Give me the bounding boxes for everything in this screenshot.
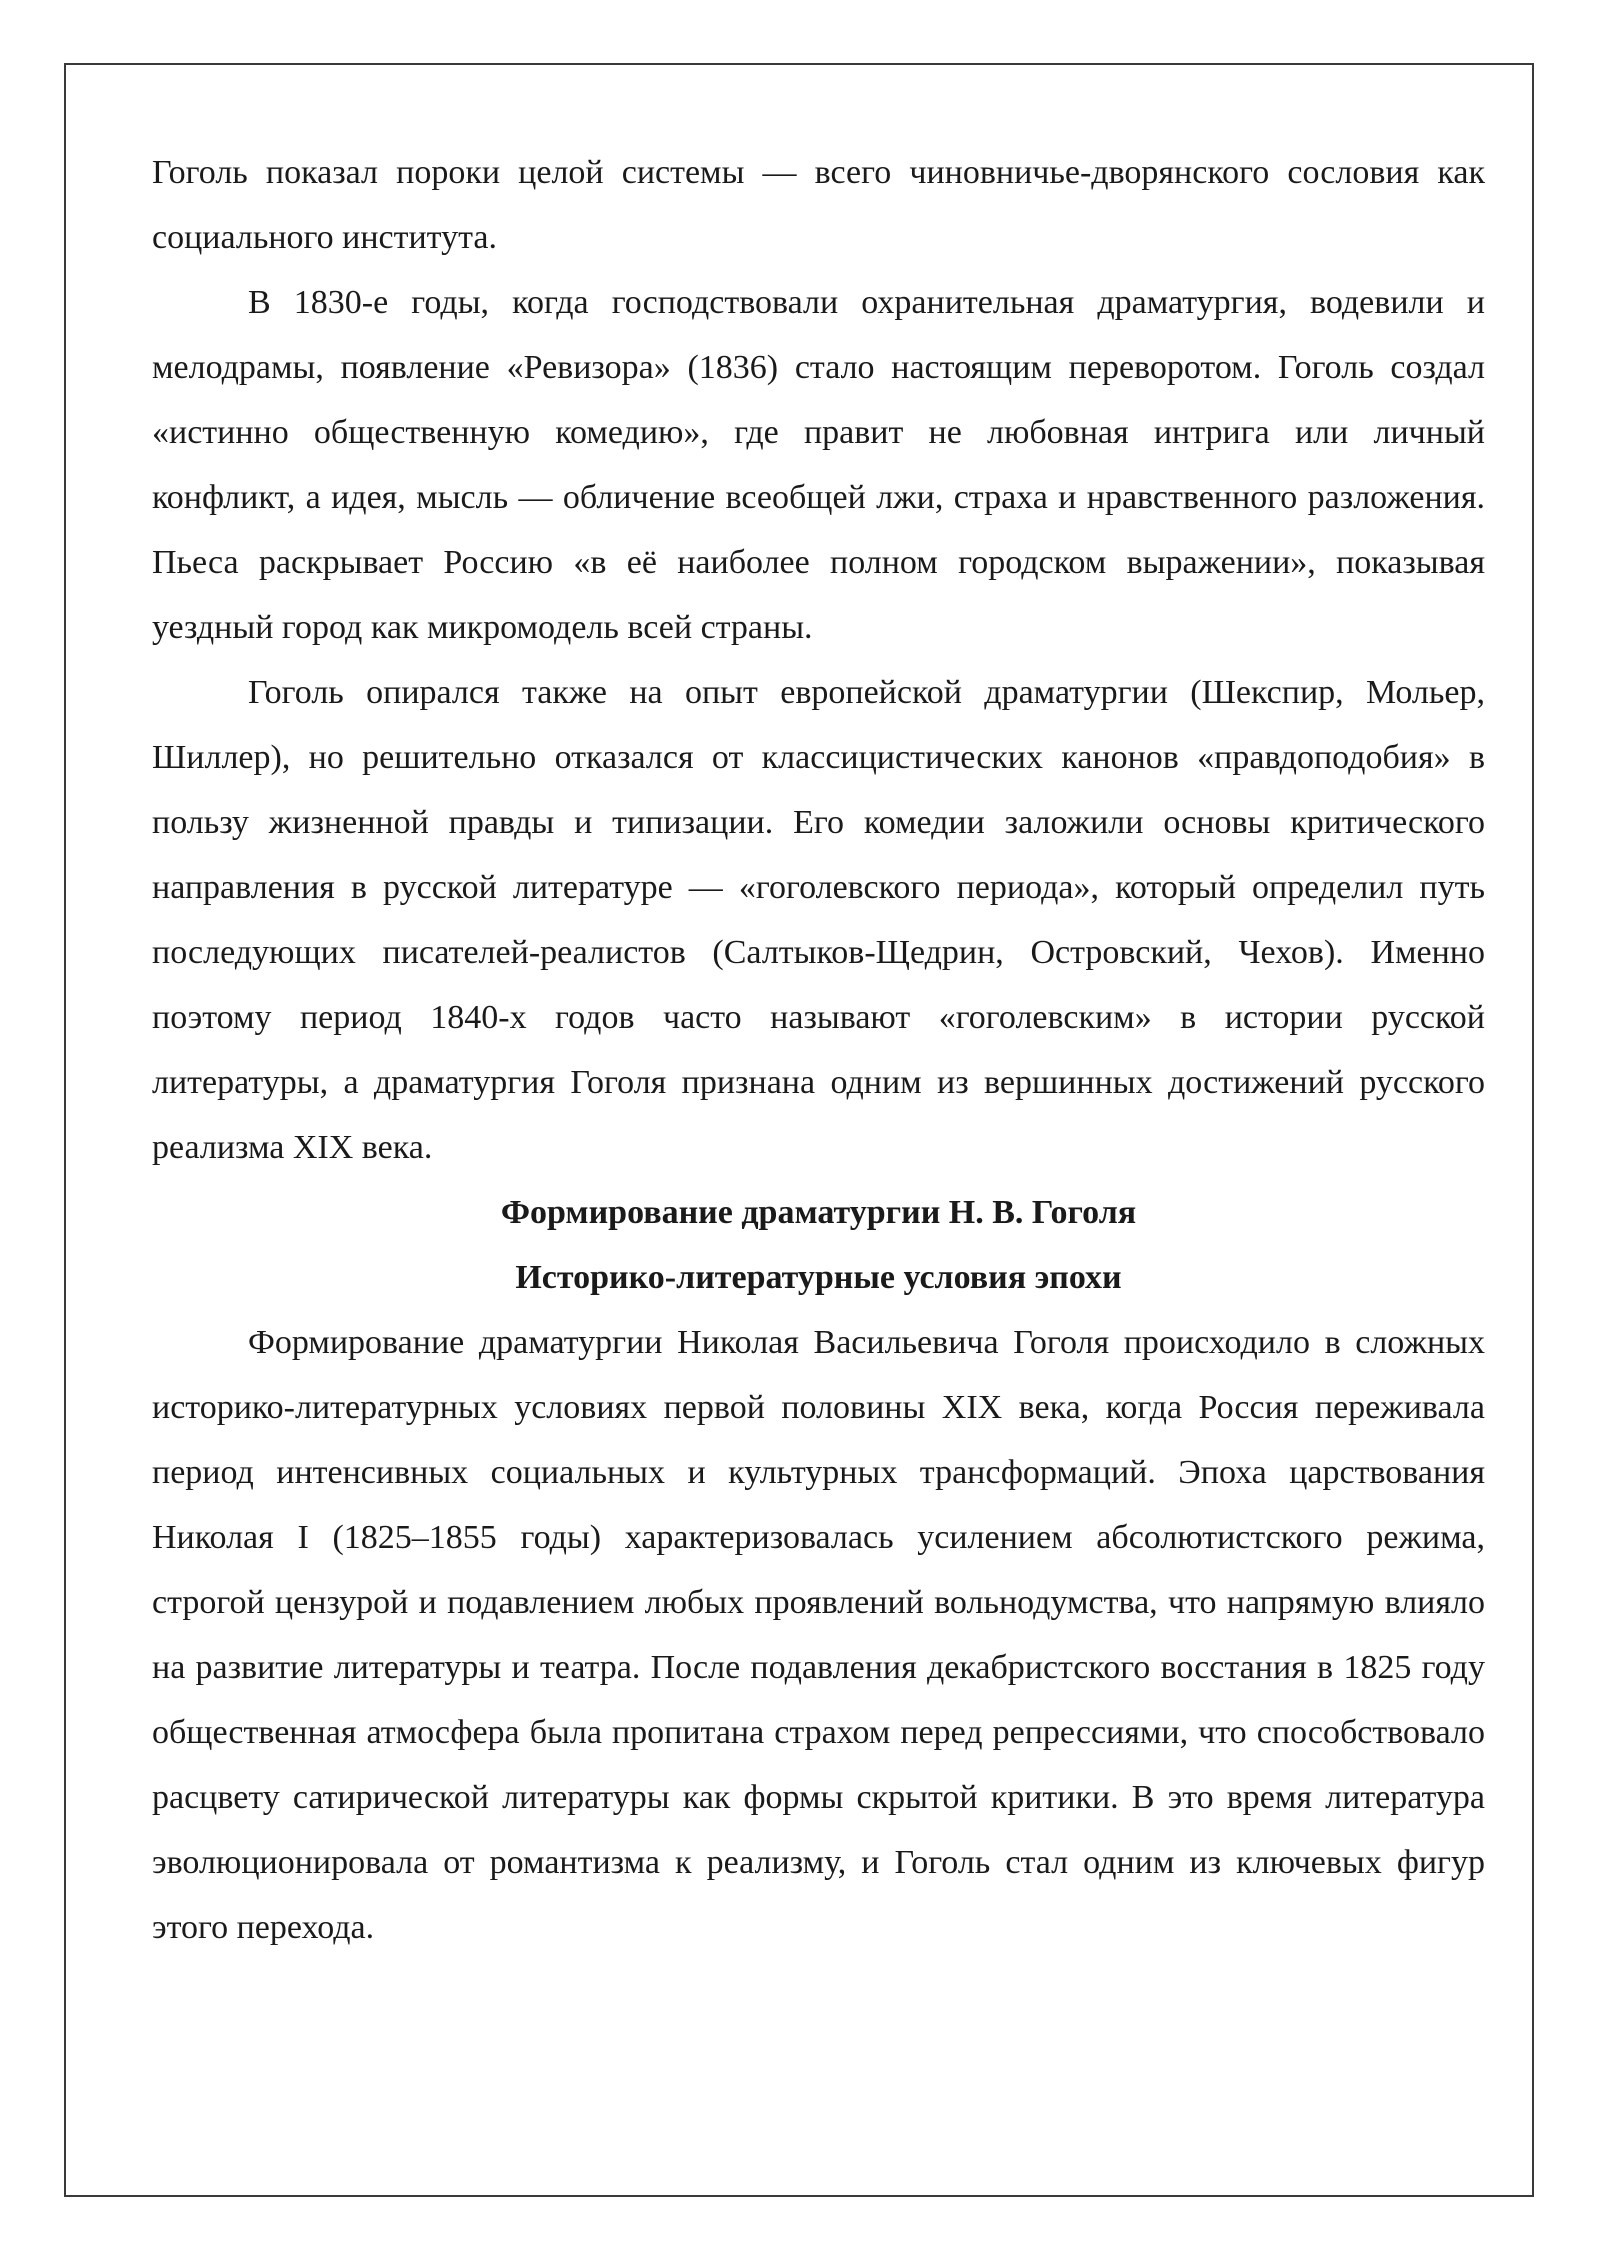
chapter-heading: Формирование драматургии Н. В. Гоголя [500,1194,1137,1231]
paragraph-revizor: В 1830-е годы, когда господствовали охранительная драматургия, водевили и мелодрамы, появление «Ревизора» (1836) стало настоящим переворотом. Гоголь создал «истинно общественную комедию», где правит не любовная интрига или личный конфликт, а идея, мысль — обличение всеобщей лжи, страха и нравственного разложения. Пьеса раскрывает Россию «в её наиболее полном городском выражении», показывая уездный город как микромодель всей страны. [152,284,1485,646]
paragraph-historical-conditions: Формирование драматургии Николая Васильевича Гоголя происходило в сложных историко-литературных условиях первой половины XIX века, когда Россия переживала период интенсивных социальных и культурных трансформаций. Эпоха царствования Николая I (1825–1855 годы) характеризовалась усилением абсолютистского режима, строгой цензурой и подавлением любых проявлений вольнодумства, что напрямую влияло на развитие литературы и театра. После подавления декабристского восстания в 1825 году общественная атмосфера была пропитана страхом перед репрессиями, что способствовало расцвету сатирической литературы как формы скрытой критики. В это время литература эволюционировала от романтизма к реализму, и Гоголь стал одним из ключевых фигур этого перехода. [152,1324,1485,1946]
document-body [152,140,1485,1960]
section-heading: Историко-литературные условия эпохи [515,1259,1122,1296]
paragraph-continuation: Гоголь показал пороки целой системы — всего чиновничье-дворянского сословия как социального института. [152,154,1485,256]
paragraph-european-influence: Гоголь опирался также на опыт европейской драматургии (Шекспир, Мольер, Шиллер), но решительно отказался от классицистических канонов «правдоподобия» в пользу жизненной правды и типизации. Его комедии заложили основы критического направления в русской литературе — «гоголевского периода», который определил путь последующих писателей-реалистов (Салтыков-Щедрин, Островский, Чехов). Именно поэтому период 1840-х годов часто называют «гоголевским» в истории русской литературы, а драматургия Гоголя признана одним из вершинных достижений русского реализма XIX века. [152,674,1485,1166]
